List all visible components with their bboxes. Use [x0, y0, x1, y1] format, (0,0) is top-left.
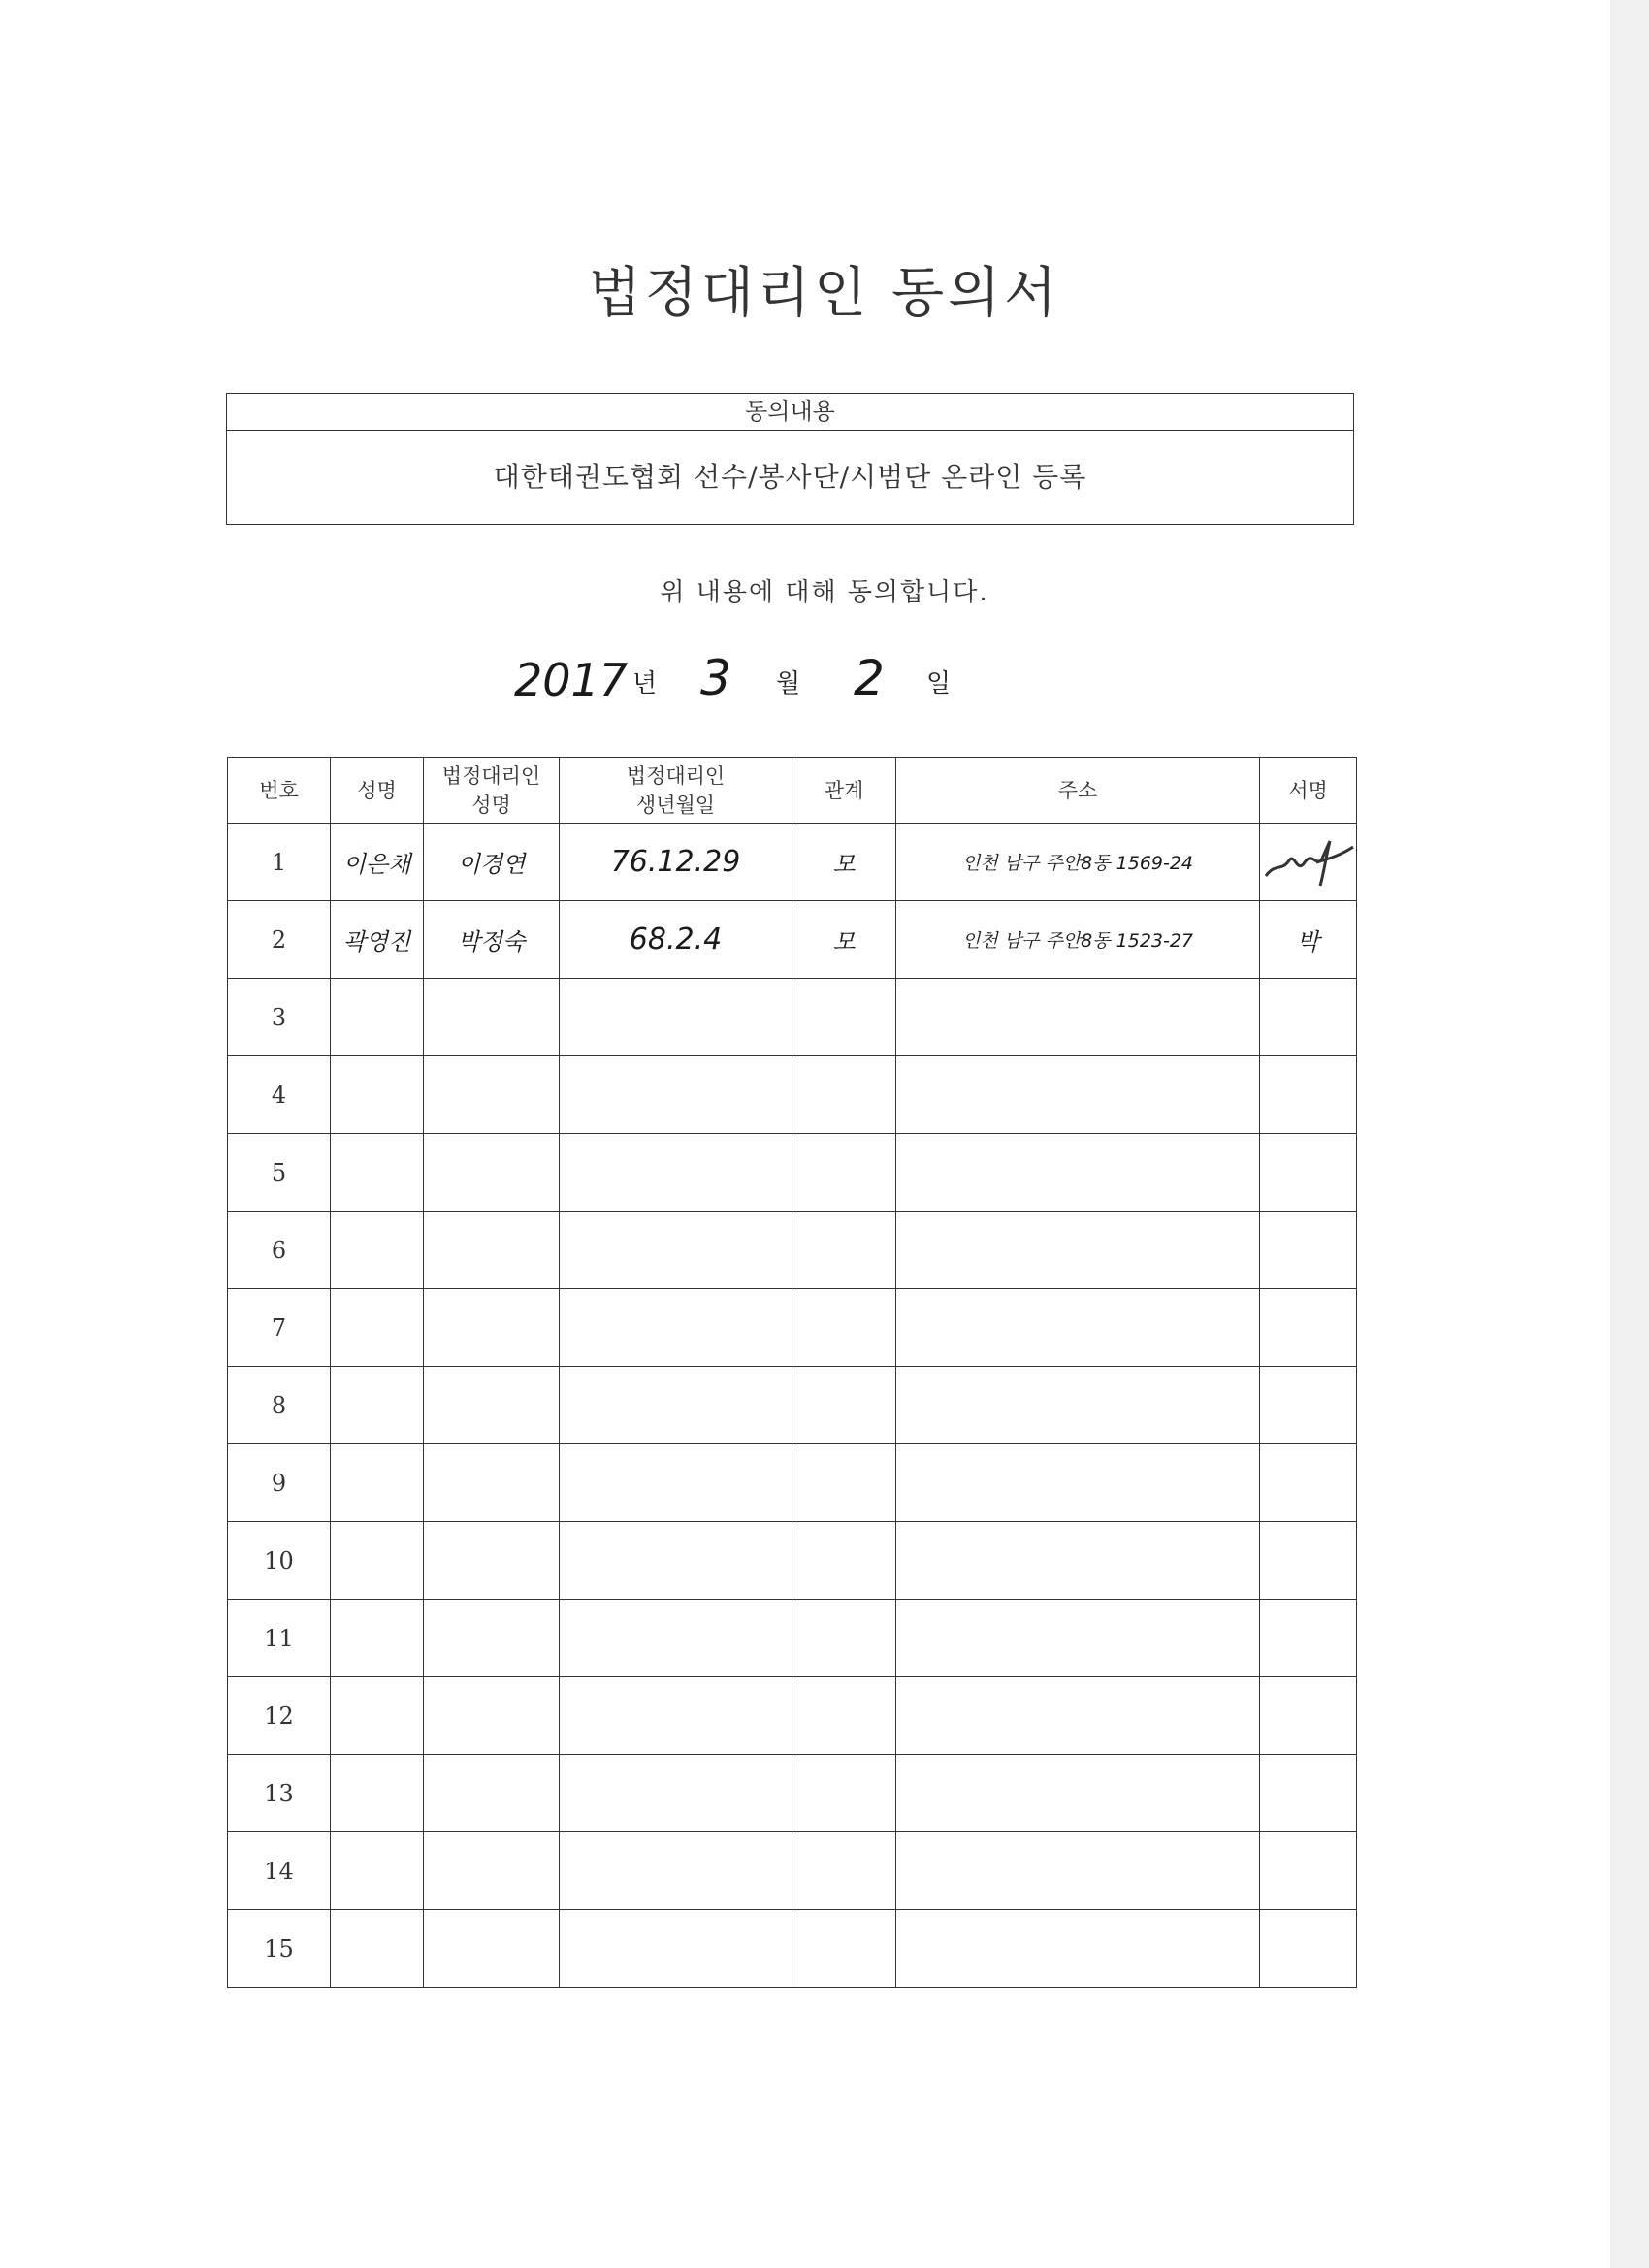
cell-signature [1260, 1522, 1357, 1600]
cell-signature [1260, 1212, 1357, 1289]
cell-guardian-name [424, 1600, 560, 1677]
cell-no: 15 [228, 1910, 331, 1988]
cell-guardian-name [424, 1522, 560, 1600]
cell-relation [792, 1755, 896, 1832]
cell-guardian-name [424, 1444, 560, 1522]
cell-guardian-birth [560, 1367, 792, 1444]
cell-signature [1260, 1367, 1357, 1444]
cell-no: 11 [228, 1600, 331, 1677]
guardian-roster-table [227, 757, 1357, 1988]
cell-guardian-birth [560, 1134, 792, 1212]
cell-relation [792, 979, 896, 1056]
cell-relation [792, 1444, 896, 1522]
cell-relation [792, 1134, 896, 1212]
cell-signature [1260, 979, 1357, 1056]
agreement-statement: 위 내용에 대해 동의합니다. [660, 578, 989, 607]
cell-signature [1260, 1832, 1357, 1910]
cell-relation [792, 1910, 896, 1988]
cell-address [896, 1134, 1260, 1212]
cell-guardian-name [424, 1134, 560, 1212]
cell-guardian-birth [560, 1212, 792, 1289]
cell-relation [792, 1056, 896, 1134]
table-row [228, 1600, 1357, 1677]
cell-guardian-birth [560, 1444, 792, 1522]
header-address: 주소 [896, 758, 1260, 824]
cell-guardian-name [424, 1289, 560, 1367]
cell-name [331, 1056, 424, 1134]
cell-address [896, 1600, 1260, 1677]
cell-address: 인천 남구 주안8동 1569-24 [896, 824, 1260, 901]
header-guardian-name: 법정대리인 성명 [424, 758, 560, 824]
table-row [228, 824, 1357, 901]
cell-name [331, 1134, 424, 1212]
cell-guardian-name [424, 1755, 560, 1832]
table-row [228, 1832, 1357, 1910]
date-day: 2 [854, 650, 885, 706]
cell-address [896, 1677, 1260, 1755]
table-row [228, 1367, 1357, 1444]
cell-guardian-birth [560, 1289, 792, 1367]
cell-address [896, 1910, 1260, 1988]
cell-guardian-name [424, 1367, 560, 1444]
cell-address: 인천 남구 주안8동 1523-27 [896, 901, 1260, 979]
cell-name [331, 1289, 424, 1367]
cell-guardian-birth: 68.2.4 [560, 901, 792, 979]
cell-name [331, 979, 424, 1056]
cell-name [331, 1600, 424, 1677]
cell-signature [1260, 1289, 1357, 1367]
cell-no: 7 [228, 1289, 331, 1367]
cell-relation [792, 1212, 896, 1289]
date-month: 3 [700, 650, 731, 706]
cell-guardian-name [424, 1056, 560, 1134]
cell-signature [1260, 1444, 1357, 1522]
table-header-row [228, 758, 1357, 824]
date-line [0, 650, 1649, 718]
consent-body: 대한태권도협회 선수/봉사단/시범단 온라인 등록 [493, 461, 1087, 493]
date-month-unit: 월 [776, 669, 801, 698]
table-row [228, 901, 1357, 979]
cell-relation [792, 1289, 896, 1367]
table-row [228, 1056, 1357, 1134]
cell-guardian-birth: 76.12.29 [560, 824, 792, 901]
consent-box [226, 393, 1354, 525]
cell-address [896, 1367, 1260, 1444]
cell-name [331, 1832, 424, 1910]
cell-no: 14 [228, 1832, 331, 1910]
table-row [228, 1444, 1357, 1522]
cell-guardian-name [424, 1832, 560, 1910]
signature-scribble-icon [1262, 833, 1355, 891]
cell-address [896, 1832, 1260, 1910]
cell-signature [1260, 1910, 1357, 1988]
cell-no: 13 [228, 1755, 331, 1832]
cell-no: 9 [228, 1444, 331, 1522]
cell-no: 6 [228, 1212, 331, 1289]
cell-address [896, 1212, 1260, 1289]
cell-name [331, 1755, 424, 1832]
cell-signature [1260, 1600, 1357, 1677]
date-year-unit: 년 [632, 669, 658, 698]
table-row [228, 1212, 1357, 1289]
cell-guardian-name [424, 1677, 560, 1755]
cell-relation [792, 1367, 896, 1444]
date-day-unit: 일 [926, 669, 952, 698]
cell-no: 12 [228, 1677, 331, 1755]
cell-address [896, 1056, 1260, 1134]
cell-guardian-birth [560, 1677, 792, 1755]
header-signature: 서명 [1260, 758, 1357, 824]
cell-guardian-name [424, 979, 560, 1056]
header-no: 번호 [228, 758, 331, 824]
cell-guardian-birth [560, 1522, 792, 1600]
cell-guardian-name: 박정숙 [424, 901, 560, 979]
cell-address [896, 979, 1260, 1056]
cell-no: 8 [228, 1367, 331, 1444]
table-row [228, 1677, 1357, 1755]
cell-no: 2 [228, 901, 331, 979]
cell-guardian-name [424, 1212, 560, 1289]
cell-address [896, 1522, 1260, 1600]
date-year: 2017 [514, 654, 629, 706]
consent-header: 동의내용 [227, 394, 1353, 431]
cell-guardian-birth [560, 979, 792, 1056]
table-row [228, 1134, 1357, 1212]
cell-no: 10 [228, 1522, 331, 1600]
cell-signature [1260, 824, 1357, 901]
table-row [228, 1755, 1357, 1832]
table-row [228, 1289, 1357, 1367]
cell-address [896, 1289, 1260, 1367]
cell-name [331, 1677, 424, 1755]
cell-relation [792, 1677, 896, 1755]
table-row [228, 1910, 1357, 1988]
header-name: 성명 [331, 758, 424, 824]
cell-name [331, 1212, 424, 1289]
cell-relation: 모 [792, 901, 896, 979]
cell-signature [1260, 1134, 1357, 1212]
cell-relation [792, 1522, 896, 1600]
table-row [228, 1522, 1357, 1600]
cell-relation [792, 1832, 896, 1910]
cell-signature [1260, 1677, 1357, 1755]
scan-page-edge [1610, 0, 1649, 2268]
cell-guardian-birth [560, 1755, 792, 1832]
cell-guardian-birth [560, 1600, 792, 1677]
cell-name: 곽영진 [331, 901, 424, 979]
cell-guardian-birth [560, 1910, 792, 1988]
cell-relation: 모 [792, 824, 896, 901]
cell-relation [792, 1600, 896, 1677]
cell-name [331, 1522, 424, 1600]
cell-address [896, 1444, 1260, 1522]
cell-name: 이은채 [331, 824, 424, 901]
table-row [228, 979, 1357, 1056]
cell-guardian-name: 이경연 [424, 824, 560, 901]
cell-signature: 박 [1260, 901, 1357, 979]
cell-signature [1260, 1056, 1357, 1134]
document-title: 법정대리인 동의서 [588, 262, 1061, 325]
cell-guardian-birth [560, 1056, 792, 1134]
header-guardian-birth: 법정대리인 생년월일 [560, 758, 792, 824]
cell-guardian-name [424, 1910, 560, 1988]
cell-signature [1260, 1755, 1357, 1832]
cell-name [331, 1910, 424, 1988]
cell-no: 3 [228, 979, 331, 1056]
cell-name [331, 1444, 424, 1522]
cell-guardian-birth [560, 1832, 792, 1910]
cell-address [896, 1755, 1260, 1832]
cell-name [331, 1367, 424, 1444]
header-relation: 관계 [792, 758, 896, 824]
cell-no: 4 [228, 1056, 331, 1134]
cell-no: 1 [228, 824, 331, 901]
cell-no: 5 [228, 1134, 331, 1212]
